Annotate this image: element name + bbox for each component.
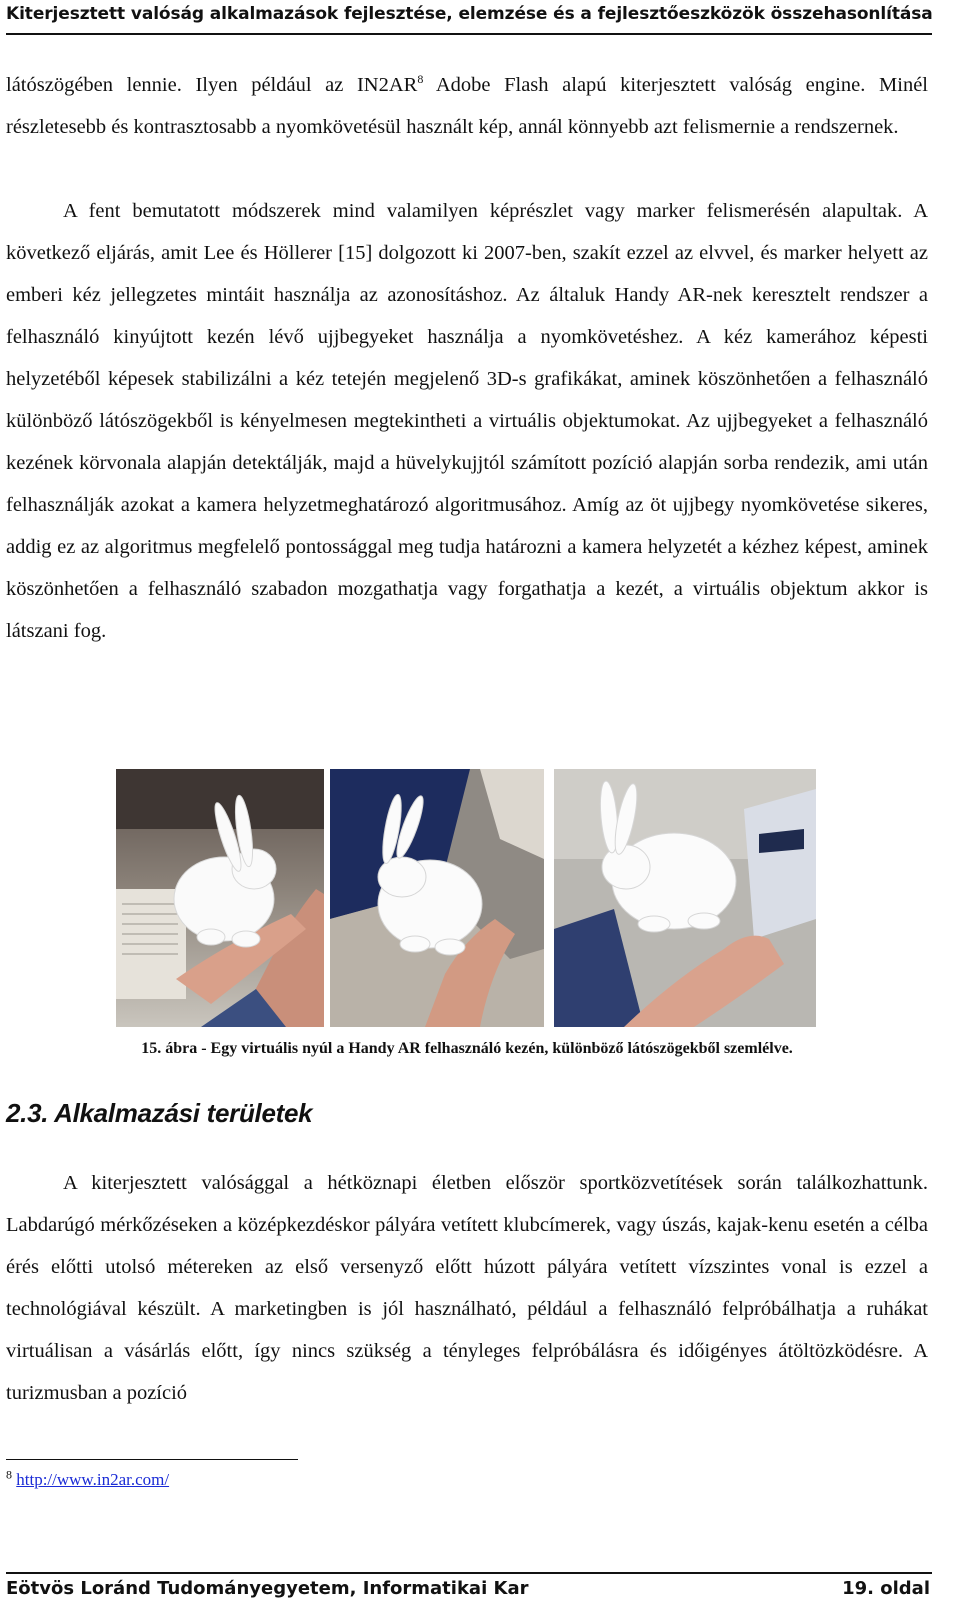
footer-institution: Eötvös Loránd Tudományegyetem, Informatikai Kar	[6, 1578, 529, 1599]
footnote-reference[interactable]: 8	[417, 72, 424, 87]
figure-photo-2	[330, 769, 544, 1027]
footnote-number: 8	[6, 1467, 12, 1482]
footnote-link[interactable]: http://www.in2ar.com/	[16, 1470, 170, 1489]
figure-caption: 15. ábra - Egy virtuális nyúl a Handy AR felhasználó kezén, különböző látószögekből szemlélve.	[141, 1040, 793, 1057]
figure-photo-3	[554, 769, 816, 1027]
paragraph-applications: A kiterjesztett valósággal a hétköznapi életben először sportközvetítések során találkozhattunk. Labdarúgó mérkőzéseken a középkezdéskor pályára vetített klubcímerek, vagy úszás, kajak-kenu esetén a célba érés előtti utolsó métereken az első versenyző előtt húzott pályára vetített vízszintes vonal is ezzel a technológiával készült. A marketingben is jól használható, például a felhasználó felpróbálhatja a ruhákat virtuálisan a vásárlás előtt, így nincs szükség a tényleges felpróbálásra és időigényes átöltözködésre. A turizmusban a pozíció	[6, 1172, 928, 1404]
figure-handy-ar	[116, 769, 816, 1027]
figure-photo-1	[116, 769, 324, 1027]
running-header: Kiterjesztett valóság alkalmazások fejlesztése, elemzése és a fejlesztőeszközök összehasonlítása	[6, 4, 933, 24]
paragraph-text: Adobe Flash alapú kiterjesztett valóság engine. Minél részletesebb és kontrasztosabb a nyomkövetésül használt kép, annál könnyebb azt felismernie a rendszernek.	[6, 74, 928, 138]
paragraph-text: látószögében lennie. Ilyen például az IN2AR	[6, 74, 418, 96]
header-divider	[6, 33, 932, 35]
footer-divider	[6, 1572, 932, 1574]
footnote-divider	[6, 1459, 298, 1460]
paragraph-handy-ar: A fent bemutatott módszerek mind valamilyen képrészlet vagy marker felismerésén alapultak. A következő eljárás, amit Lee és Höllerer [15] dolgozott ki 2007-ben, szakít ezzel az elvvel, és marker helyett az emberi kéz jellegzetes mintáit használja az azonosításhoz. Az általuk Handy AR-nek keresztelt rendszer a felhasználó kinyújtott kezén lévő ujjbegyeket használja a nyomkövetéshez. A kéz kamerához képesti helyzetéből képesek stabilizálni a kéz tetején megjelenő 3D-s grafikákat, aminek köszönhetően a felhasználó különböző látószögekből is kényelmesen megtekintheti a virtuális objektumokat. Az ujjbegyeket a felhasználó kezének körvonala alapján detektálják, majd a hüvelykujjtól számított pozíció alapján sorba rendezik, ami után felhasználják azokat a kamera helyzetmeghatározó algoritmusához. Amíg az öt ujjbegy nyomkövetése sikeres, addig ez az algoritmus megfelelő pontossággal meg tudja határozni a kamera helyzetét a kézhez képest, aminek köszönhetően a felhasználó szabadon mozgathatja vagy forgathatja a kezét, a virtuális objektum akkor is látszani fog.	[6, 200, 928, 642]
footnote	[6, 1467, 170, 1490]
section-heading: 2.3. Alkalmazási területek	[6, 1098, 313, 1128]
page-number: 19. oldal	[842, 1578, 930, 1599]
paragraph-continuation	[6, 64, 928, 148]
